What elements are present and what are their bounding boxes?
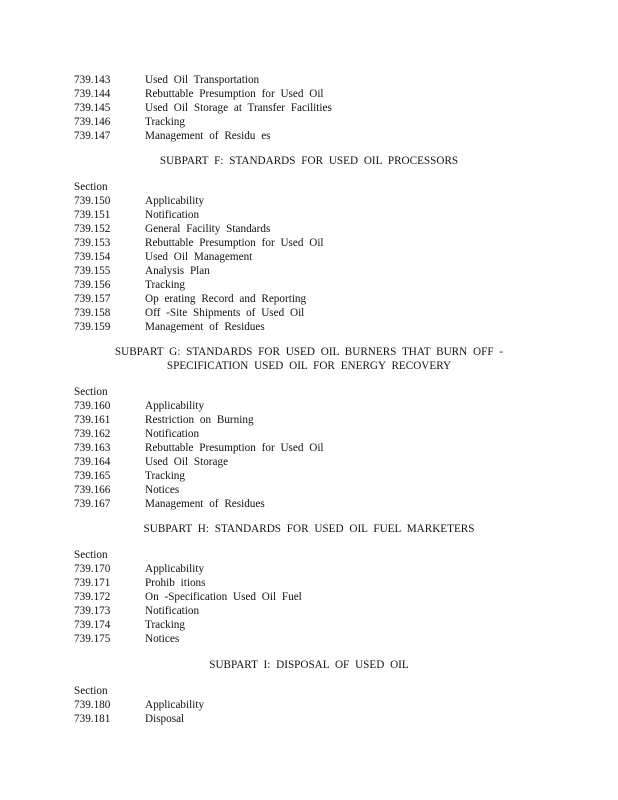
section-number: 739.154 (74, 251, 111, 263)
section-number: 739.180 (74, 699, 111, 711)
section-title: Notification (145, 209, 200, 221)
section-number: 739.157 (74, 293, 111, 305)
section-title: Disposal (145, 713, 185, 725)
section-number: 739.143 (74, 74, 111, 86)
section-number: 739.145 (74, 102, 111, 114)
list-item (0, 632, 618, 646)
section-label-row (0, 180, 618, 194)
section-number: 739.171 (74, 577, 111, 589)
subpart-h-list (0, 548, 618, 646)
section-title: Used Oil Storage at Transfer Facilities (145, 102, 332, 114)
section-number: 739.159 (74, 321, 111, 333)
list-item (0, 441, 618, 455)
section-number: 739.173 (74, 605, 111, 617)
list-item (0, 306, 618, 320)
section-label: Section (74, 549, 108, 561)
section-title: Management of Residues (145, 498, 265, 510)
section-title: Tracking (145, 619, 185, 631)
section-title: Prohib itions (145, 577, 206, 589)
list-item (0, 590, 618, 604)
section-number: 739.167 (74, 498, 111, 510)
subpart-f-heading: SUBPART F: STANDARDS FOR USED OIL PROCESSORS (159, 155, 459, 167)
section-number: 739.164 (74, 456, 111, 468)
section-label: Section (74, 181, 108, 193)
section-title: General Facility Standards (145, 223, 271, 235)
section-title: Applicability (145, 195, 205, 207)
section-number: 739.151 (74, 209, 111, 221)
section-label-row (0, 385, 618, 399)
section-number: 739.150 (74, 195, 111, 207)
section-title: Used Oil Transportation (145, 74, 260, 86)
section-title: Rebuttable Presumption for Used Oil (145, 442, 324, 454)
list-item (0, 101, 618, 115)
list-item (0, 618, 618, 632)
section-title: Used Oil Management (145, 251, 253, 263)
list-item (0, 413, 618, 427)
section-title: Applicability (145, 400, 205, 412)
section-number: 739.166 (74, 484, 111, 496)
list-item (0, 483, 618, 497)
section-number: 739.152 (74, 223, 111, 235)
section-number: 739.160 (74, 400, 111, 412)
section-title: Off -Site Shipments of Used Oil (145, 307, 305, 319)
list-item (0, 222, 618, 236)
section-title: Restriction on Burning (145, 414, 254, 426)
section-title: Rebuttable Presumption for Used Oil (145, 88, 324, 100)
section-title: Analysis Plan (145, 265, 210, 277)
section-list-top (0, 73, 618, 143)
section-number: 739.175 (74, 633, 111, 645)
list-item (0, 278, 618, 292)
list-item (0, 469, 618, 483)
section-title: Tracking (145, 279, 185, 291)
list-item (0, 194, 618, 208)
subpart-g-heading-line2: SPECIFICATION USED OIL FOR ENERGY RECOVERY (166, 360, 452, 372)
section-title: Notification (145, 428, 200, 440)
list-item (0, 87, 618, 101)
list-item (0, 264, 618, 278)
section-number: 739.155 (74, 265, 111, 277)
list-item (0, 576, 618, 590)
list-item (0, 73, 618, 87)
section-title: Notices (145, 633, 180, 645)
section-number: 739.163 (74, 442, 111, 454)
section-number: 739.161 (74, 414, 111, 426)
subpart-h-heading: SUBPART H: STANDARDS FOR USED OIL FUEL MARKETERS (143, 523, 475, 535)
list-item (0, 562, 618, 576)
list-item (0, 250, 618, 264)
list-item (0, 208, 618, 222)
list-item (0, 698, 618, 712)
section-number: 739.156 (74, 279, 111, 291)
section-title: Applicability (145, 563, 205, 575)
section-title: Tracking (145, 470, 185, 482)
section-number: 739.153 (74, 237, 111, 249)
list-item (0, 115, 618, 129)
section-title: Tracking (145, 116, 185, 128)
section-number: 739.144 (74, 88, 111, 100)
subpart-g-list (0, 385, 618, 511)
list-item (0, 604, 618, 618)
list-item (0, 320, 618, 334)
list-item (0, 236, 618, 250)
subpart-g-heading-line1: SUBPART G: STANDARDS FOR USED OIL BURNERS THAT BURN OFF - (114, 346, 504, 358)
section-number: 739.172 (74, 591, 111, 603)
list-item (0, 497, 618, 511)
section-label-row (0, 684, 618, 698)
section-title: Management of Residu es (145, 130, 271, 142)
list-item (0, 455, 618, 469)
section-number: 739.181 (74, 713, 111, 725)
section-number: 739.146 (74, 116, 111, 128)
section-title: Applicability (145, 699, 205, 711)
section-title: Management of Residues (145, 321, 265, 333)
section-title: Used Oil Storage (145, 456, 229, 468)
list-item (0, 292, 618, 306)
section-label: Section (74, 386, 108, 398)
subpart-i-list (0, 684, 618, 726)
section-number: 739.162 (74, 428, 111, 440)
section-number: 739.165 (74, 470, 111, 482)
section-title: Notification (145, 605, 200, 617)
list-item (0, 399, 618, 413)
section-number: 739.174 (74, 619, 111, 631)
section-number: 739.147 (74, 130, 111, 142)
section-number: 739.158 (74, 307, 111, 319)
section-title: Op erating Record and Reporting (145, 293, 307, 305)
list-item (0, 129, 618, 143)
section-number: 739.170 (74, 563, 111, 575)
section-label: Section (74, 685, 108, 697)
subpart-f-list (0, 180, 618, 334)
section-label-row (0, 548, 618, 562)
list-item (0, 427, 618, 441)
section-title: On -Specification Used Oil Fuel (145, 591, 302, 603)
subpart-i-heading: SUBPART I: DISPOSAL OF USED OIL (209, 659, 409, 671)
section-title: Notices (145, 484, 180, 496)
section-title: Rebuttable Presumption for Used Oil (145, 237, 324, 249)
list-item (0, 712, 618, 726)
